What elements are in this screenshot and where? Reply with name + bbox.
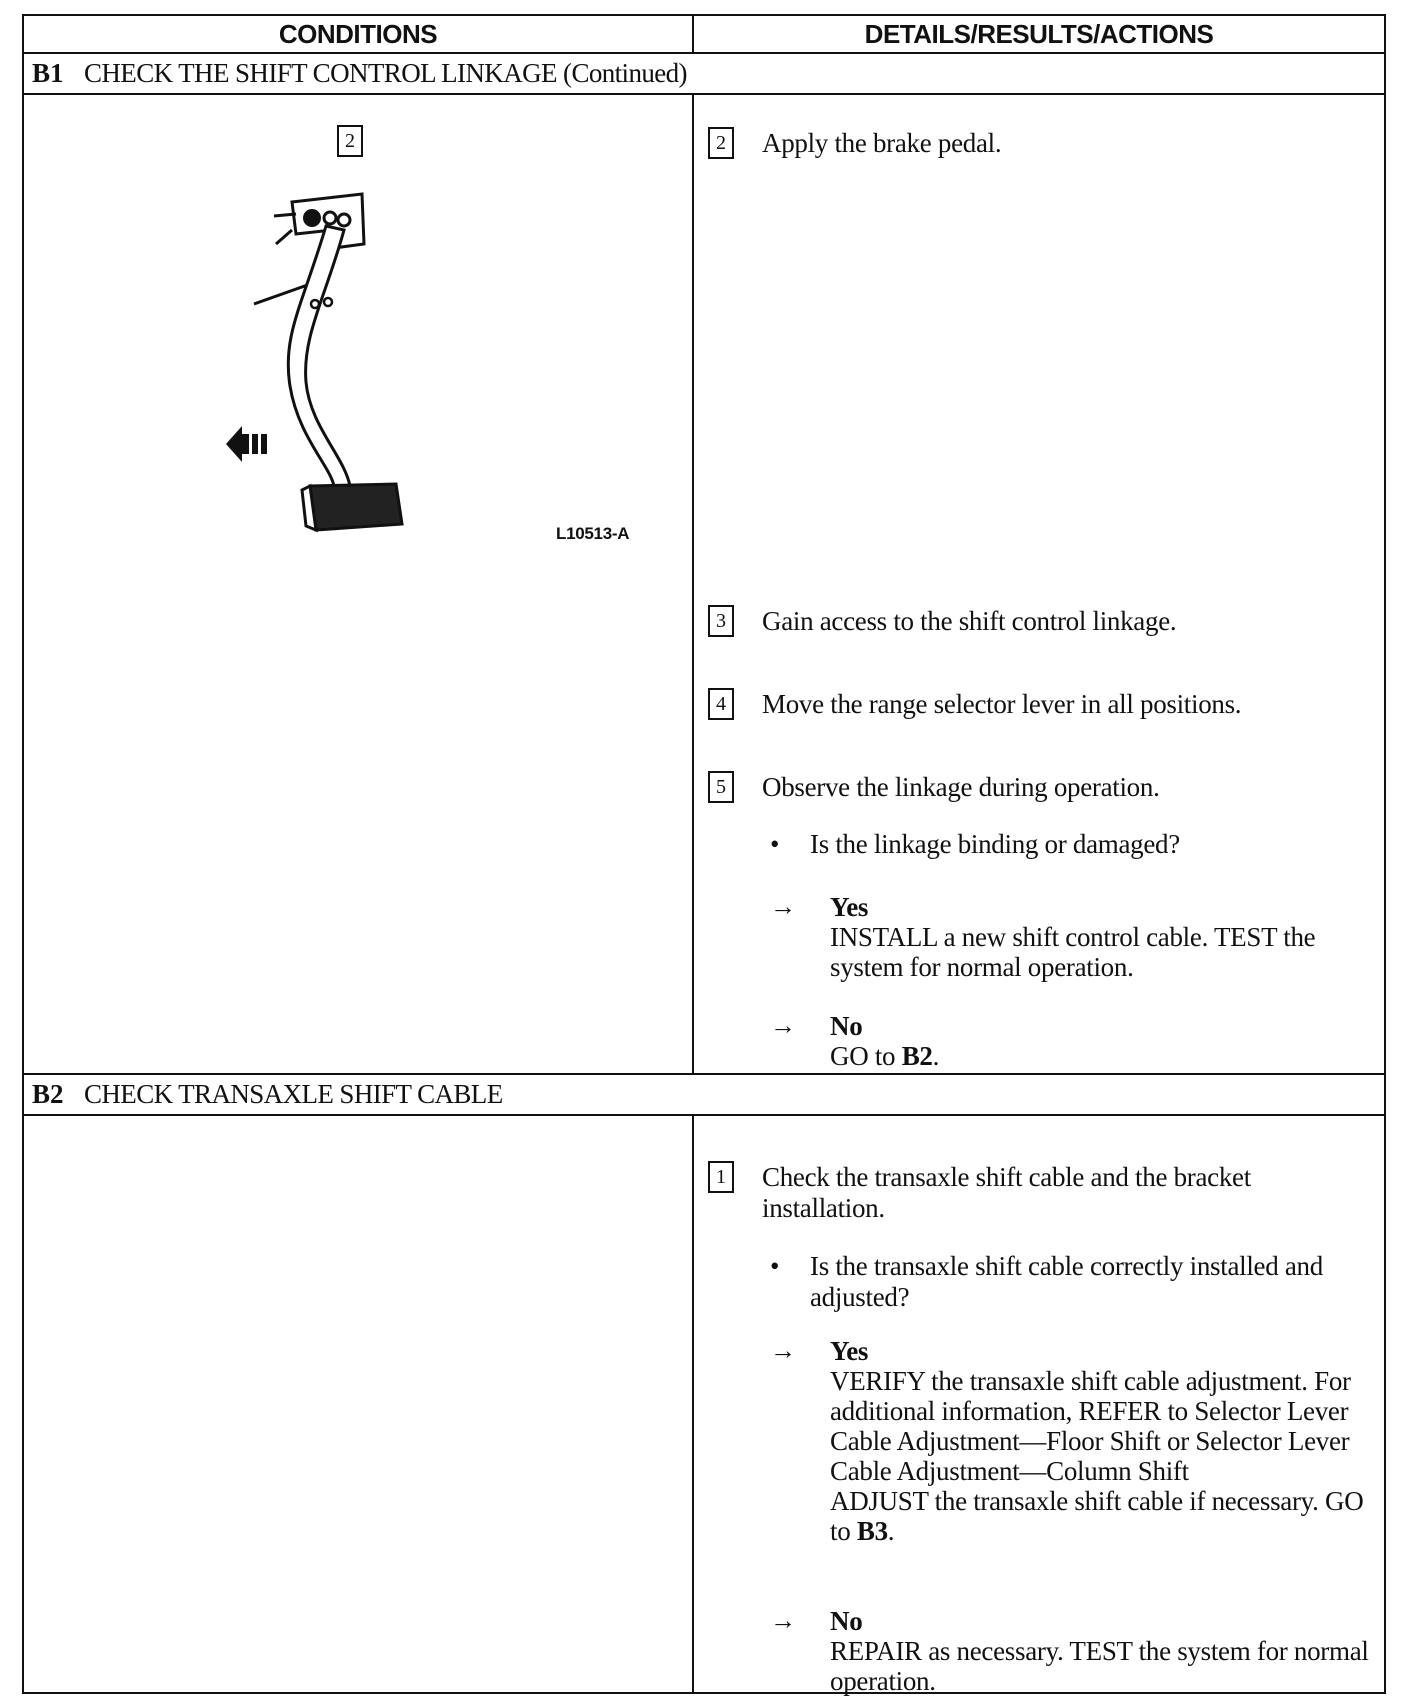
- b2-title-divider: [24, 1114, 1384, 1116]
- figure-caption: L10513-A: [556, 524, 630, 543]
- answer-yes-link: B3: [856, 1516, 888, 1546]
- step-box: 2: [708, 127, 734, 159]
- answer-yes: [830, 892, 1370, 982]
- step-box: 3: [708, 605, 734, 637]
- figure-step-box: 2: [337, 125, 363, 157]
- step-box: 1: [708, 1161, 734, 1193]
- section-b2-text: CHECK TRANSAXLE SHIFT CABLE: [84, 1078, 503, 1109]
- answer-no: [830, 1606, 1375, 1696]
- b1-title-divider: [24, 93, 1384, 95]
- bullet-icon: •: [770, 829, 780, 859]
- arrow-right-icon: →: [770, 1606, 796, 1635]
- answer-no-label: No: [830, 1011, 863, 1041]
- step-box: 5: [708, 771, 734, 803]
- arrow-right-icon: →: [770, 1011, 796, 1040]
- answer-yes: [830, 1336, 1375, 1546]
- answer-yes-text-2-post: .: [887, 1516, 895, 1546]
- brake-pedal-illustration: [184, 186, 444, 546]
- step-text: Apply the brake pedal.: [762, 128, 1002, 158]
- step-text: Gain access to the shift control linkage.: [762, 606, 1177, 636]
- answer-yes-label: Yes: [830, 1336, 869, 1366]
- arrow-right-icon: →: [770, 1336, 796, 1365]
- column-divider-header: [692, 16, 694, 52]
- answer-no-text-pre: GO to: [830, 1041, 902, 1071]
- question-bullet: [770, 829, 1370, 860]
- answer-yes-text-2-pre: ADJUST the transaxle shift cable if necessary. GO to: [830, 1486, 1364, 1546]
- section-b1-title: [24, 54, 1384, 92]
- column-divider-b2: [692, 1114, 694, 1694]
- diagnostic-table: [22, 14, 1386, 1694]
- answer-yes-label: Yes: [830, 892, 869, 922]
- step-box: 4: [708, 688, 734, 720]
- question-bullet: [770, 1251, 1370, 1313]
- question-text: Is the linkage binding or damaged?: [810, 829, 1180, 859]
- answer-no-link: B2: [901, 1041, 933, 1071]
- column-divider-b1: [692, 93, 694, 1073]
- section-b2-id: B2: [32, 1078, 64, 1109]
- answer-no: [830, 1011, 1370, 1071]
- section-b1-text: CHECK THE SHIFT CONTROL LINKAGE (Continued): [84, 57, 687, 88]
- step-text: Check the transaxle shift cable and the bracket installation.: [762, 1162, 1251, 1223]
- header-details: DETAILS/RESULTS/ACTIONS: [864, 18, 1214, 49]
- question-text: Is the transaxle shift cable correctly installed and adjusted?: [810, 1251, 1323, 1312]
- step-text: Observe the linkage during operation.: [762, 772, 1160, 802]
- section-b2-title: [24, 1075, 1384, 1113]
- answer-yes-text: VERIFY the transaxle shift cable adjustment. For additional information, REFER to Selector Lever Cable Adjustment—Floor Shift or Selector Lever Cable Adjustment—Column Shift: [830, 1366, 1351, 1486]
- answer-yes-text: INSTALL a new shift control cable. TEST the system for normal operation.: [830, 922, 1316, 982]
- answer-no-text-post: .: [932, 1041, 940, 1071]
- step-text: Move the range selector lever in all positions.: [762, 689, 1242, 719]
- arrow-right-icon: →: [770, 892, 796, 921]
- answer-no-text: REPAIR as necessary. TEST the system for normal operation.: [830, 1636, 1369, 1696]
- bullet-icon: •: [770, 1251, 780, 1281]
- section-b1-id: B1: [32, 57, 64, 88]
- header-conditions: CONDITIONS: [278, 18, 438, 49]
- answer-no-label: No: [830, 1606, 863, 1636]
